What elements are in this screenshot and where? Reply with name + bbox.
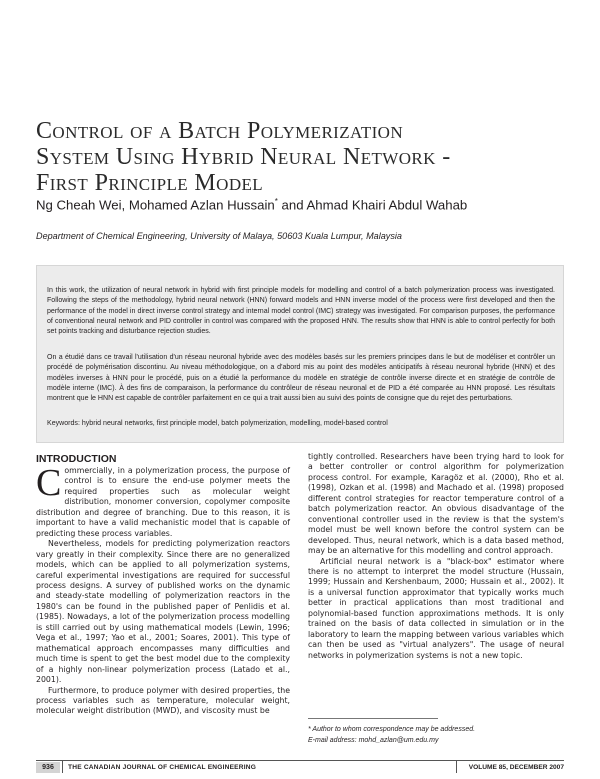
keywords-list: : hybrid neural networks, first principle model, batch polymerization, modelling, model-based control bbox=[77, 420, 388, 427]
author-names: Ng Cheah Wei, Mohamed Azlan Hussain bbox=[36, 197, 275, 213]
title-line: Control of a Batch Polymerization bbox=[36, 118, 404, 144]
paragraph: Artificial neural network is a "black-box" estimator where there is no attempt to interpret the model structure (Hussain, 1999; Hussain and Kershenbaum, 2000; Hussain et al., 2002). It is a universal function approximator that typically works much better in practical applications than most traditional and polynomial-based function approximations methods. It is only trained on the basis of data collected in simulation or in the laboratory to learn the mapping between various variables which can then be used as "virtual analyzers". The usage of neural networks in polymerization systems is not a new topic. bbox=[308, 556, 564, 660]
affiliation: Department of Chemical Engineering, University of Malaya, 50603 Kuala Lumpur, Malaysia bbox=[36, 231, 402, 241]
keywords bbox=[47, 419, 555, 429]
volume-info: VOLUME 85, DECEMBER 2007 bbox=[468, 764, 564, 771]
left-column bbox=[36, 462, 290, 717]
author-names-rest: and Ahmad Khairi Abdul Wahab bbox=[277, 197, 468, 213]
footnote-correspondence: * Author to whom correspondence may be addressed. bbox=[308, 726, 476, 733]
footer-divider bbox=[62, 760, 63, 773]
paragraph: tightly controlled. Researchers have been trying hard to look for a better controller or control algorithm for polymerization process control. For example, Karagöz et al. (2000), Rho et al. (1998), Ozkan et al. (1998) and Machado et al. (1998) proposed different control strategies for reactor temperature control of a batch polymerization reactor. An obvious disadvantage of the conventional controller used in the review is that the system's model must be well known before the control system can be developed. Thus, neural network, which is a data based method, may be an alternative for this modelling and control approach. bbox=[308, 452, 564, 556]
title-line: First Principle Model bbox=[36, 170, 264, 196]
author-list bbox=[36, 197, 467, 212]
paragraph: Furthermore, to produce polymer with desired properties, the process variables such as temperature, molecular weight, molecular weight distribution (MWD), and viscosity must be bbox=[36, 685, 290, 716]
footnote-rule bbox=[308, 718, 438, 719]
right-column bbox=[308, 452, 564, 661]
paragraph-text: ommercially, in a polymerization process, the purpose of control is to ensure the end-use polymer meets the required properties such as molecular weight distribution, monomer conversion, copolymer composite distribution and degree of branching. Due to this reason, it is important to have a valid mechanistic model that is capable of predicting these process variables. bbox=[36, 466, 290, 538]
footnote-email: E-mail address: mohd_azlan@um.edu.my bbox=[308, 736, 439, 744]
title-line: System Using Hybrid Neural Network - bbox=[36, 144, 451, 170]
journal-name: THE CANADIAN JOURNAL OF CHEMICAL ENGINEERING bbox=[68, 764, 257, 771]
paragraph bbox=[36, 462, 290, 539]
abstract-box bbox=[36, 265, 564, 443]
corresponding-author-mark: * bbox=[274, 197, 278, 206]
article-title bbox=[36, 118, 556, 196]
paragraph: Nevertheless, models for predicting polymerization reactors vary greatly in their complexity. Since there are no generalized models, which can be applied to all polymerization systems, careful experimental investigations are required for successful process designs. A survey of published works on the dynamic and steady-state modelling of polymerization reactors in the 1980's can be found in the published paper of Penlidis et al. (1985). Nowadays, a lot of the polymerization process modelling is still carried out by using mathematical models (Lewin, 1996; Vega et al., 1997; Yao et al., 2001; Soares, 2001). This type of mathematical approach encompasses many difficulties and much time is spent to get the best model due to the complexity of a highly non-linear polymerization process (Latado et al., 2001). bbox=[36, 539, 290, 685]
drop-cap: C bbox=[36, 462, 62, 504]
abstract-french: On a étudié dans ce travail l'utilisation d'un réseau neuronal hybride avec des modèles basés sur les premiers principes dans le but de modéliser et contrôler un procédé de polymérisation discontinu. Au niveau méthodologique, on a d'abord mis au point des modèles anticipatifs à réseau neuronal hybride (HNN) et des modèles inverses à HNN pour le procédé, puis on a étudié la performance du modèle en stratégie de contrôle inverse directe et en stratégie de contrôle de modèle interne (IMC). À des fins de comparaison, la performance du contrôleur de réseau neuronal et de PID a été comparée au HNN proposé. Les résultats montrent que le HNN est capable de contrôler parfaitement en ce qui a trait aussi bien au suivi des points de consigne que du rejet des perturbations. bbox=[47, 354, 555, 403]
footnote bbox=[308, 725, 564, 746]
keywords-label: Keywords bbox=[47, 420, 78, 427]
page-number: 936 bbox=[36, 762, 60, 773]
abstract-english: In this work, the utilization of neural network in hybrid with first principle models for modelling and control of a batch polymerization process was investigated. Following the steps of the methodology, hybrid neural network (HNN) forward models and HNN inverse model of the process were first developed and then the performance of the model in direct inverse control strategy and internal model control (IMC) strategy was investigated. For comparison purposes, the performance of conventional neural network and PID controller in control was compared with the proposed HNN. The results show that HNN is able to control perfectly for both set points tracking and disturbance rejection studies. bbox=[47, 287, 555, 336]
section-heading: INTRODUCTION bbox=[36, 453, 117, 465]
footer-rule bbox=[36, 760, 564, 761]
